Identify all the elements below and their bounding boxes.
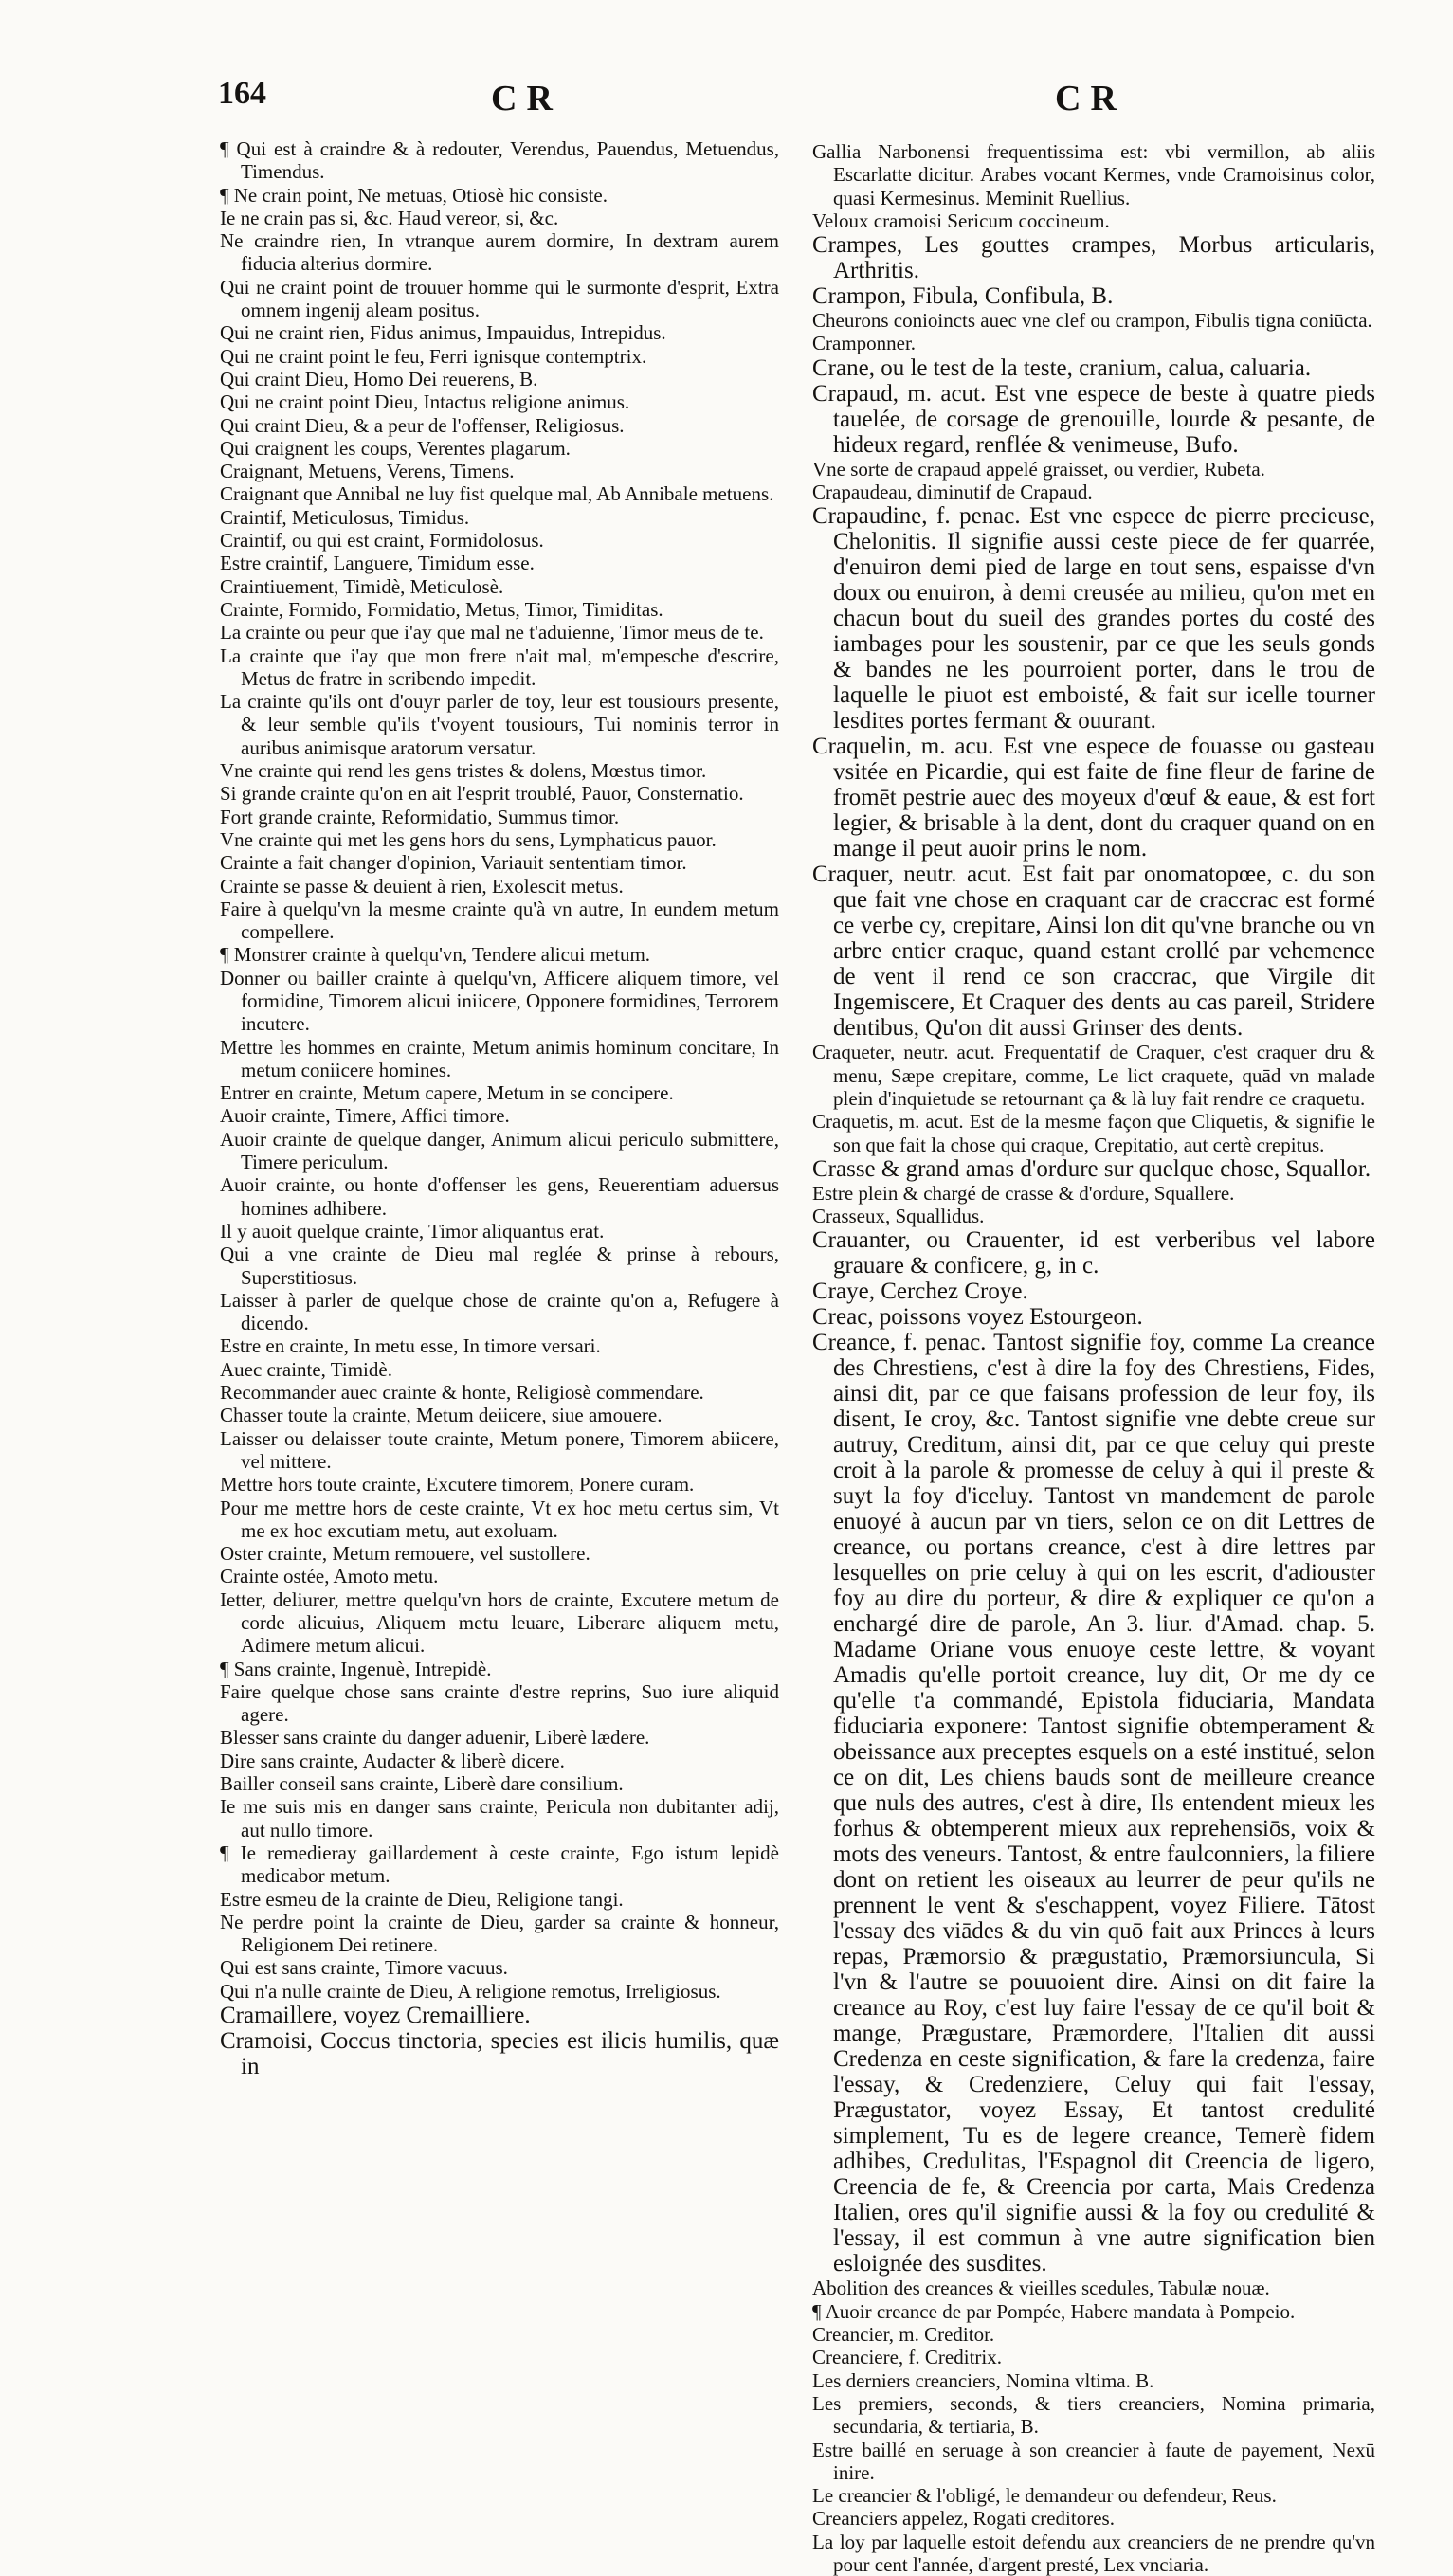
dictionary-entry: Gallia Narbonensi frequentissima est: vbi vermillon, ab aliis Escarlatte dicitur. Arabes vocant Kermes, vnde Cramoisinus color, quasi Kermesinus. Meminit Ruellius. (812, 140, 1375, 209)
dictionary-entry: Faire quelque chose sans crainte d'estre reprins, Suo iure aliquid agere. (220, 1679, 779, 1727)
dictionary-entry: Abolition des creances & vieilles scedules, Tabulæ nouæ. (812, 2277, 1270, 2300)
dictionary-entry: Crane, ou le test de la teste, cranium, calua, caluaria. (812, 354, 1312, 381)
dictionary-entry: La loy par laquelle estoit defendu aux creanciers de ne prendre qu'vn pour cent l'année, d'argent presté, Lex vnciaria. (812, 2530, 1375, 2576)
dictionary-entry: Recommander auec crainte & honte, Religiosè commendare. (220, 1381, 704, 1405)
dictionary-entry: Le creancier & l'obligé, le demandeur ou defendeur, Reus. (812, 2484, 1277, 2508)
dictionary-entry: La crainte qu'ils ont d'ouyr parler de toy, leur est tousiours presente, & leur semble qu'ils t'voyent tousiours, Tui nominis terror in auribus animisque aratorum versatur. (220, 690, 779, 759)
dictionary-entry: Craquelin, m. acu. Est vne espece de fouasse ou gasteau vsitée en Picardie, qui est faite de fine fleur de farine de fromēt pestrie auec des moyeux d'œuf & eaue, & est fort legier, & brisable à la dent, dont du craquer quand on en mange il peut auoir prins le nom. (812, 734, 1375, 862)
dictionary-entry: Estre baillé en seruage à son creancier à faute de payement, Nexū inire. (812, 2438, 1375, 2484)
dictionary-entry: Craye, Cerchez Croye. (812, 1279, 1028, 1305)
dictionary-entry: Qui ne craint point le feu, Ferri ignisque contemptrix. (220, 344, 647, 368)
dictionary-entry: Craignant que Annibal ne luy fist quelque mal, Ab Annibale metuens. (220, 482, 774, 506)
dictionary-entry: ¶ Ie remedieray gaillardement à ceste crainte, Ego istum lepidè medicabor metum. (220, 1841, 779, 1888)
dictionary-entry: Auoir crainte, Timere, Affici timore. (220, 1104, 510, 1128)
dictionary-entry: Auec crainte, Timidè. (220, 1357, 392, 1381)
dictionary-entry: Pour me mettre hors de ceste crainte, Vt ex hoc metu certus sim, Vt me ex hoc excutiam metu, aut exoluam. (220, 1496, 779, 1542)
dictionary-entry: Veloux cramoisi Sericum coccineum. (812, 209, 1110, 232)
dictionary-entry: Craquetis, m. acut. Est de la mesme façon que Cliquetis, & signifie le son que fait la chose qui craque, Crepitatio, aut certè crepitus. (812, 1110, 1375, 1156)
dictionary-entry: Crainte se passe & deuient à rien, Exolescit metus. (220, 874, 624, 898)
running-head-left: CR (491, 79, 562, 118)
dictionary-entry: Dire sans crainte, Audacter & liberè dicere. (220, 1749, 565, 1772)
dictionary-entry: Craignant, Metuens, Verens, Timens. (220, 460, 515, 483)
dictionary-entry: Les premiers, seconds, & tiers creanciers, Nomina primaria, secundaria, & tertiaria, B. (812, 2391, 1375, 2439)
dictionary-entry: Bailler conseil sans crainte, Liberè dare consilium. (220, 1772, 624, 1796)
dictionary-entry: Faire à quelqu'vn la mesme crainte qu'à vn autre, In eundem metum compellere. (220, 897, 779, 944)
left-column (220, 137, 779, 2079)
dictionary-entry: Crasse & grand amas d'ordure sur quelque chose, Squallor. (812, 1155, 1371, 1182)
dictionary-entry: Qui craint Dieu, Homo Dei reuerens, B. (220, 367, 538, 390)
dictionary-entry: Craintif, ou qui est craint, Formidolosus. (220, 529, 544, 553)
dictionary-entry: Mettre hors toute crainte, Excutere timorem, Ponere curam. (220, 1473, 695, 1497)
dictionary-entry: Qui n'a nulle crainte de Dieu, A religione remotus, Irreligiosus. (220, 1979, 721, 2003)
dictionary-entry: Ie me suis mis en danger sans crainte, Pericula non dubitanter adij, aut nullo timore. (220, 1795, 779, 1841)
dictionary-entry: Crapaud, m. acut. Est vne espece de beste à quatre pieds tauelée, de corsage de grenouille, lourde & pesante, de hideux regard, renflée & venimeuse, Bufo. (812, 380, 1375, 458)
dictionary-entry: Creance, f. penac. Tantost signifie foy, comme La creance des Chrestiens, c'est à dire la foy des Chrestiens, Fides, ainsi dit, par ce que faisans profession de leur foy, ils disent, Ie croy, &c. Tantost signifie vne debte creue sur autruy, Creditum, ainsi dit, par ce que celuy qui preste croit à la parole & promesse de celuy à qui il preste & suyt la foy d'iceluy. Tantost vn mandement de parole enuoyé à aucun par vn tiers, selon ce on dit Lettres de creance, ou portans creance, c'est à dire lettres par lesquelles on prie celuy à qui on les escrit, d'adiouster foy au dire du porteur, & dire & expliquer ce qu'on a enchargé dire de parole, An 3. liur. d'Amad. chap. 5. Madame Oriane vous enuoye ceste lettre, & voyant Amadis qu'elle portoit creance, luy dit, Or me dy ce qu'elle t'a commandé, Epistola fiduciaria, Mandata fiduciaria exponere: Tantost signifie obtemperament & obeissance aux preceptes esquels on a esté institué, selon ce on dit, Les chiens bauds sont de meilleure creance que nuls des autres, c'est à dire, Ils entendent mieux les forhus & obtemperent mieux aux reprehensiōs, voix & mots des veneurs. Tantost, & entre faulconniers, la filiere dont on retient les oiseaux au leurrer de peur qu'ils ne prennent le vent & s'eschappent, voyez Filiere. Tātost l'essay des viādes & du vin quō fait aux Princes à leurs repas, Præmorsio & prægustatio, Præmorsiuncula, Si l'vn & l'autre se pouuoient dire. Ainsi on dit faire la creance au Roy, c'est luy faire l'essay de ce qu'il boit & mange, Prægustare, Præmordere, l'Italien dit aussi Credenza en ceste signification, & fare la credenza, faire l'essay, & Credenziere, Celuy qui fait l'essay, Prægustator, voyez Essay, Et tantost credulité simplement, Tu es de legere creance, Temerè fidem adhibes, Credulitas, l'Espagnol dit Creencia de ligero, Creencia de fe, & Creencia por carta, Mais Credenza Italien, ores qu'il signifie aussi & la foy ou credulité & l'essay, il est commun à vne autre signification bien esloignée des susdites. (812, 1330, 1375, 2277)
dictionary-entry: ¶ Ne crain point, Ne metuas, Otiosè hic consiste. (220, 183, 608, 207)
dictionary-entry: Estre esmeu de la crainte de Dieu, Religione tangi. (220, 1887, 624, 1911)
dictionary-entry: Crampon, Fibula, Confibula, B. (812, 283, 1114, 310)
dictionary-entry: Vne crainte qui rend les gens tristes & dolens, Mœstus timor. (220, 759, 707, 783)
dictionary-entry: ¶ Monstrer crainte à quelqu'vn, Tendere alicui metum. (220, 943, 651, 967)
dictionary-entry: Les derniers creanciers, Nomina vltima. B. (812, 2368, 1154, 2392)
dictionary-entry: Chasser toute la crainte, Metum deiicere, siue amouere. (220, 1404, 663, 1427)
dictionary-entry: Crauanter, ou Crauenter, id est verberibus vel labore grauare & conficere, g, in c. (812, 1227, 1375, 1279)
dictionary-entry: Qui craignent les coups, Verentes plagarum. (220, 436, 571, 460)
dictionary-entry: Auoir crainte de quelque danger, Animum alicui periculo submittere, Timere periculum. (220, 1127, 779, 1174)
dictionary-entry: Crainte a fait changer d'opinion, Variauit sententiam timor. (220, 851, 687, 875)
dictionary-entry: Ne perdre point la crainte de Dieu, garder sa crainte & honneur, Religionem Dei retinere. (220, 1910, 779, 1957)
dictionary-entry: Laisser ou delaisser toute crainte, Metum ponere, Timorem abiicere, vel mittere. (220, 1426, 779, 1473)
dictionary-entry: ¶ Sans crainte, Ingenuè, Intrepidè. (220, 1657, 492, 1680)
right-column (812, 140, 1375, 2576)
dictionary-entry: Qui a vne crainte de Dieu mal reglée & prinse à rebours, Superstitiosus. (220, 1243, 779, 1289)
dictionary-entry: Cramoisi, Coccus tinctoria, species est ilicis humilis, quæ in (220, 2028, 779, 2080)
dictionary-entry: Crainte, Formido, Formidatio, Metus, Timor, Timiditas. (220, 597, 663, 621)
dictionary-entry: Crasseux, Squallidus. (812, 1205, 985, 1228)
dictionary-entry: Mettre les hommes en crainte, Metum animis hominum concitare, In metum coniicere homines. (220, 1035, 779, 1081)
dictionary-entry: Qui est sans crainte, Timore vacuus. (220, 1956, 508, 1980)
dictionary-entry: Blesser sans crainte du danger aduenir, Liberè lædere. (220, 1726, 650, 1750)
dictionary-entry: Creac, poissons voyez Estourgeon. (812, 1304, 1143, 1331)
dictionary-entry: Creanciers appelez, Rogati creditores. (812, 2507, 1115, 2531)
dictionary-entry: Laisser à parler de quelque chose de crainte qu'on a, Refugere à dicendo. (220, 1288, 779, 1335)
dictionary-entry: Qui ne craint point Dieu, Intactus religione animus. (220, 390, 630, 414)
dictionary-entry: Craqueter, neutr. acut. Frequentatif de Craquer, c'est craquer dru & menu, Sæpe crepitare, comme, Le lict craquete, quād vn malade plein d'inquietude se retournant ça & là luy fait rendre ce craquetu. (812, 1041, 1375, 1110)
dictionary-entry: Estre en crainte, In metu esse, In timore versari. (220, 1334, 601, 1358)
dictionary-entry: Crainte ostée, Amoto metu. (220, 1565, 439, 1588)
dictionary-entry: ¶ Qui est à craindre & à redouter, Verendus, Pauendus, Metuendus, Timendus. (220, 137, 779, 184)
dictionary-entry: Si grande crainte qu'on en ait l'esprit troublé, Pauor, Consternatio. (220, 782, 744, 806)
dictionary-entry: Ne craindre rien, In vtranque aurem dormire, In dextram aurem fiducia alterius dormire. (220, 229, 779, 276)
dictionary-entry: Il y auoit quelque crainte, Timor aliquantus erat. (220, 1219, 605, 1243)
dictionary-entry: La crainte ou peur que i'ay que mal ne t'aduienne, Timor meus de te. (220, 621, 764, 644)
dictionary-entry: Cramponner. (812, 332, 917, 355)
dictionary-entry: Creanciere, f. Creditrix. (812, 2346, 1002, 2369)
dictionary-entry: Auoir crainte, ou honte d'offenser les gens, Reuerentiam aduersus homines adhibere. (220, 1173, 779, 1220)
dictionary-entry: ¶ Auoir creance de par Pompée, Habere mandata à Pompeio. (812, 2299, 1296, 2323)
dictionary-entry: Cheurons conioincts auec vne clef ou crampon, Fibulis tigna coniūcta. (812, 309, 1372, 333)
dictionary-entry: Ie ne crain pas si, &c. Haud vereor, si, &c. (220, 206, 559, 229)
dictionary-entry: Qui ne craint point de trouuer homme qui le surmonte d'esprit, Extra omnem ingenij aleam positus. (220, 275, 779, 322)
dictionary-entry: Crapaudeau, diminutif de Crapaud. (812, 481, 1093, 504)
dictionary-entry: Craquer, neutr. acut. Est fait par onomatopœe, c. du son que fait vne chose en craquant car de craccrac est formé ce verbe cy, crepitare, Ainsi lon dit qu'vne branche ou vn arbre entier craque, quand estant crollé par vehemence de vent il rend ce son craccrac, que Virgile dit Ingemiscere, Et Craquer des dents au cas pareil, Stridere dentibus, Qu'on dit aussi Grinser des dents. (812, 862, 1375, 1042)
dictionary-entry: Ietter, deliurer, mettre quelqu'vn hors de crainte, Excutere metum de corde alicuius, Aliquem metu leuare, Liberare aliquem metu, Adimere metum alicui. (220, 1587, 779, 1658)
dictionary-entry: Crapaudine, f. penac. Est vne espece de pierre precieuse, Chelonitis. Il signifie aussi ceste piece de fer quarrée, d'enuiron demi pied de large en tout sens, espaisse d'vn doux ou enuiron, à demi creusée au milieu, qu'on met en chacun bout du sueil des grandes portes du costé des iambages pour les soustenir, par ce que les seuls gonds & bandes ne les pourroient porter, dans le trou de laquelle le piuot est emboisté, & fait sur icelle tourner lesdites portes fermant & ouurant. (812, 503, 1375, 735)
running-head-right: CR (1055, 79, 1126, 118)
dictionary-entry: Vne sorte de crapaud appelé graisset, ou verdier, Rubeta. (812, 457, 1265, 481)
dictionary-entry: Qui craint Dieu, & a peur de l'offenser, Religiosus. (220, 413, 625, 437)
dictionary-entry: Craintiuement, Timidè, Meticulosè. (220, 574, 504, 598)
dictionary-entry: Estre craintif, Languere, Timidum esse. (220, 552, 535, 575)
dictionary-entry: La crainte que i'ay que mon frere n'ait mal, m'empesche d'escrire, Metus de fratre in scribendo impedit. (220, 644, 779, 690)
dictionary-entry: Estre plein & chargé de crasse & d'ordure, Squallere. (812, 1181, 1235, 1205)
dictionary-entry: Crampes, Les gouttes crampes, Morbus articularis, Arthritis. (812, 232, 1375, 284)
dictionary-entry: Vne crainte qui met les gens hors du sens, Lymphaticus pauor. (220, 827, 717, 851)
dictionary-entry: Cramaillere, voyez Cremailliere. (220, 2003, 531, 2029)
dictionary-entry: Fort grande crainte, Reformidatio, Summus timor. (220, 805, 620, 828)
dictionary-entry: Oster crainte, Metum remouere, vel sustollere. (220, 1542, 590, 1566)
dictionary-entry: Creancier, m. Creditor. (812, 2323, 995, 2347)
page-number: 164 (218, 76, 266, 111)
dictionary-entry: Craintif, Meticulosus, Timidus. (220, 505, 470, 529)
dictionary-entry: Donner ou bailler crainte à quelqu'vn, Afficere aliquem timore, vel formidine, Timorem alicui iniicere, Opponere formidines, Terrorem incutere. (220, 966, 779, 1036)
dictionary-entry: Entrer en crainte, Metum capere, Metum in se concipere. (220, 1081, 674, 1105)
dictionary-entry: Qui ne craint rien, Fidus animus, Impauidus, Intrepidus. (220, 321, 666, 345)
